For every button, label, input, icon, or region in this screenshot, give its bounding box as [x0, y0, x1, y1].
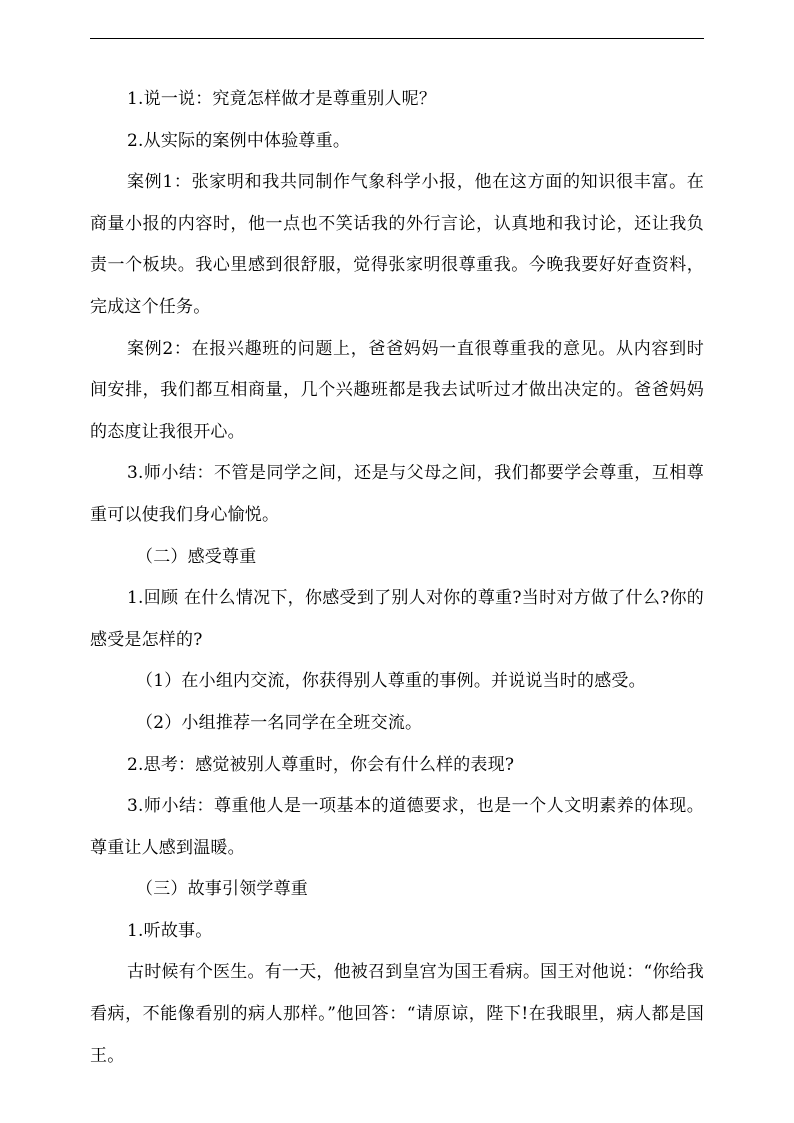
paragraph-summary-1: 3.师小结：不管是同学之间，还是与父母之间，我们都要学会尊重，互相尊重可以使我们身心愉悦。 [90, 463, 704, 525]
paragraph-review: 1.回顾 在什么情况下，你感受到了别人对你的尊重?当时对方做了什么?你的感受是怎样的? [90, 588, 704, 650]
document-body [90, 79, 704, 1077]
section-heading-feel-respect: （二）感受尊重 [136, 546, 257, 567]
paragraph-think: 2.思考：感觉被别人尊重时，你会有什么样的表现? [127, 754, 515, 775]
header-rule [90, 38, 704, 39]
paragraph-case-intro: 2.从实际的案例中体验尊重。 [127, 130, 351, 151]
paragraph-group-exchange: （1）在小组内交流，你获得别人尊重的事例。并说说当时的感受。 [136, 671, 646, 692]
paragraph-listen-story: 1.听故事。 [127, 920, 213, 941]
paragraph-discuss-question: 1.说一说：究竟怎样做才是尊重别人呢？ [127, 89, 437, 109]
paragraph-case-1: 案例1：张家明和我共同制作气象科学小报，他在这方面的知识很丰富。在商量小报的内容时，他一点也不笑话我的外行言论，认真地和我讨论，还让我负责一个板块。我心里感到很舒服，觉得张家明很尊重我。今晚我要好好查资料，完成这个任务。 [90, 172, 704, 317]
paragraph-group-recommend: （2）小组推荐一名同学在全班交流。 [136, 712, 423, 733]
paragraph-case-2: 案例2：在报兴趣班的问题上，爸爸妈妈一直很尊重我的意见。从内容到时间安排，我们都互相商量，几个兴趣班都是我去试听过才做出决定的。爸爸妈妈的态度让我很开心。 [90, 338, 704, 442]
paragraph-summary-2: 3.师小结：尊重他人是一项基本的道德要求，也是一个人文明素养的体现。尊重让人感到温暖。 [90, 796, 704, 858]
section-heading-story: （三）故事引领学尊重 [136, 879, 308, 900]
paragraph-story-text: 古时候有个医生。有一天，他被召到皇宫为国王看病。国王对他说：“你给我看病，不能像看别的病人那样。”他回答：“请原谅，陛下!在我眼里，病人都是国王。 [90, 962, 704, 1066]
